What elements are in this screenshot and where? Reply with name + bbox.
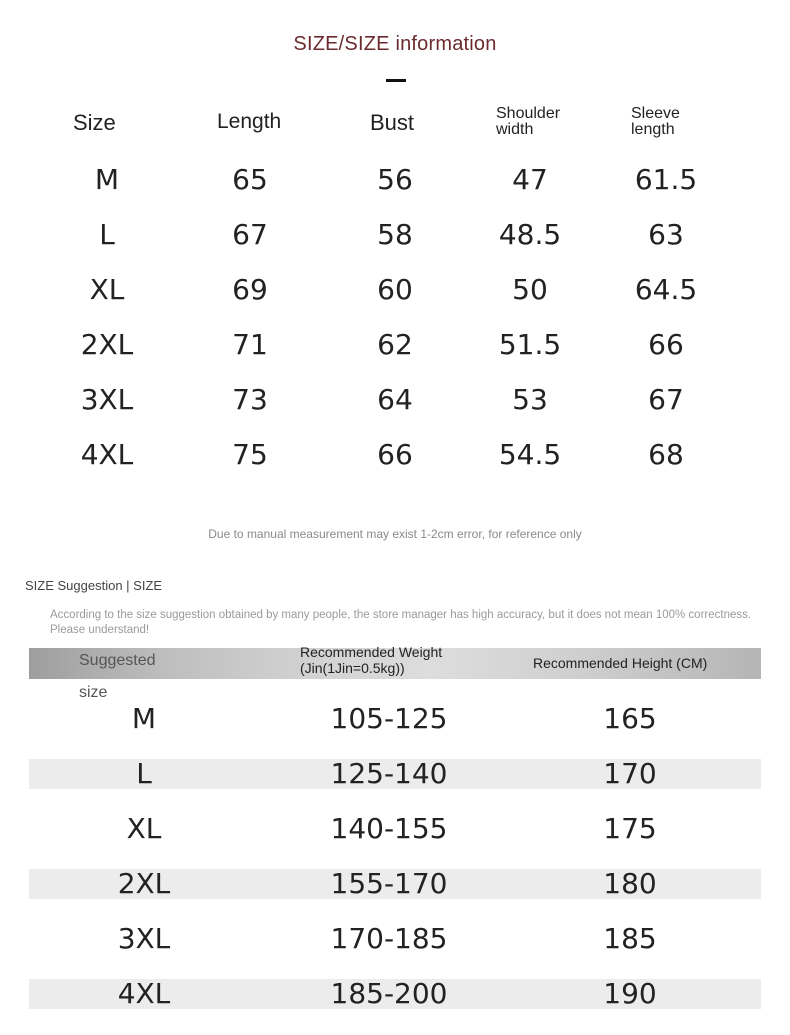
shoulder-cell: 53 <box>512 383 548 416</box>
size-cell: 3XL <box>80 383 134 416</box>
weight-cell: 185-200 <box>330 977 448 1010</box>
size-cell: M <box>94 163 120 196</box>
header-weight-line1: Recommended Weight <box>300 644 443 660</box>
suggested-size-cell: L <box>136 757 152 790</box>
measurement-note: Due to manual measurement may exist 1-2cm error, for reference only <box>208 527 582 541</box>
weight-cell: 155-170 <box>330 867 448 900</box>
header-shoulder-width <box>496 106 560 138</box>
bust-cell: 58 <box>377 218 413 251</box>
weight-cell: 140-155 <box>330 812 448 845</box>
height-cell: 185 <box>603 922 657 955</box>
header-length: Length <box>217 110 282 133</box>
suggestion-desc-line1: According to the size suggestion obtained by many people, the store manager has high accuracy, but it does not mean 100% correctness. <box>50 609 752 621</box>
size-cell: XL <box>89 273 125 306</box>
header-recommended-height: Recommended Height (CM) <box>533 655 708 671</box>
shoulder-cell: 48.5 <box>498 218 562 251</box>
suggested-size-cell: 2XL <box>117 867 171 900</box>
bust-cell: 64 <box>377 383 413 416</box>
header-sleeve-line2: length <box>631 121 675 138</box>
header-suggested-size-line2: size <box>79 684 108 701</box>
suggestion-title: SIZE Suggestion | SIZE <box>25 578 163 593</box>
suggestion-description <box>50 608 790 638</box>
size-cell: L <box>99 218 115 251</box>
bust-cell: 56 <box>377 163 413 196</box>
header-bust: Bust <box>370 110 415 135</box>
shoulder-cell: 51.5 <box>498 328 562 361</box>
page-title: SIZE/SIZE information <box>293 33 497 55</box>
length-cell: 67 <box>232 218 268 251</box>
header-sleeve-line1: Sleeve <box>631 105 680 122</box>
bust-cell: 62 <box>377 328 413 361</box>
header-shoulder-line2: width <box>496 121 534 138</box>
length-cell: 75 <box>232 438 268 471</box>
height-cell: 180 <box>603 867 657 900</box>
weight-cell: 125-140 <box>330 757 448 790</box>
header-shoulder-line1: Shoulder <box>496 105 561 122</box>
length-cell: 65 <box>232 163 268 196</box>
bust-cell: 60 <box>377 273 413 306</box>
height-cell: 175 <box>603 812 657 845</box>
weight-cell: 105-125 <box>330 702 448 735</box>
sleeve-cell: 63 <box>648 218 684 251</box>
sleeve-cell: 68 <box>648 438 684 471</box>
shoulder-cell: 47 <box>512 163 548 196</box>
header-weight-line2: (Jin(1Jin=0.5kg)) <box>300 660 405 676</box>
suggested-size-cell: M <box>131 702 157 735</box>
sleeve-cell: 61.5 <box>634 163 698 196</box>
height-cell: 190 <box>603 977 657 1010</box>
length-cell: 71 <box>232 328 268 361</box>
length-cell: 69 <box>232 273 268 306</box>
title-divider <box>386 79 406 82</box>
header-size: Size <box>73 110 116 135</box>
size-cell: 2XL <box>80 328 134 361</box>
suggested-size-cell: XL <box>126 812 162 845</box>
suggested-size-cell: 3XL <box>117 922 171 955</box>
weight-cell: 170-185 <box>330 922 448 955</box>
suggested-size-cell: 4XL <box>117 977 171 1010</box>
height-cell: 170 <box>603 757 657 790</box>
size-cell: 4XL <box>80 438 134 471</box>
sleeve-cell: 64.5 <box>634 273 698 306</box>
sleeve-cell: 66 <box>648 328 684 361</box>
header-recommended-weight <box>300 644 442 676</box>
shoulder-cell: 54.5 <box>498 438 562 471</box>
header-suggested-size-line1: Suggested <box>79 652 156 669</box>
suggestion-desc-line2: Please understand! <box>50 624 150 636</box>
length-cell: 73 <box>232 383 268 416</box>
header-sleeve-length <box>631 106 680 138</box>
sleeve-cell: 67 <box>648 383 684 416</box>
shoulder-cell: 50 <box>512 273 548 306</box>
bust-cell: 66 <box>377 438 413 471</box>
height-cell: 165 <box>603 702 657 735</box>
